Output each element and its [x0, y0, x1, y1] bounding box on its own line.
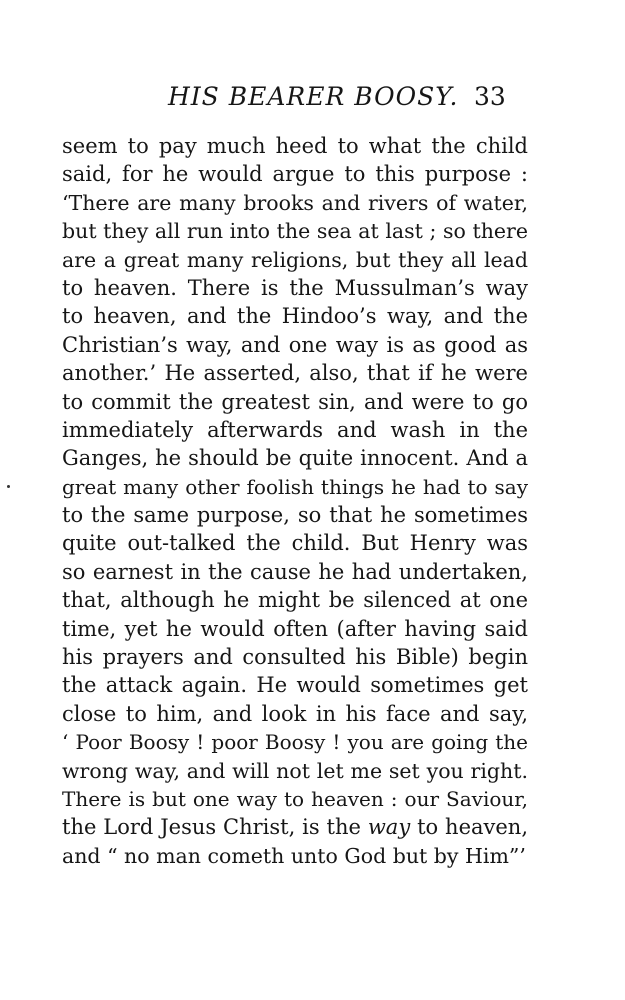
text-line: quite out-talked the child. But Henry was	[62, 531, 528, 556]
body-text	[62, 132, 528, 870]
text-line: Ganges, he should be quite innocent. And a	[62, 446, 528, 471]
text-line: time, yet he would often (after having said	[62, 616, 528, 641]
text-line: seem to pay much heed to what the child	[62, 134, 528, 158]
text-line: said, for he would argue to this purpose :	[62, 162, 528, 187]
text-line: ‘There are many brooks and rivers of water,	[62, 190, 528, 215]
text-line-emphasis	[62, 813, 528, 841]
running-title: HIS BEARER BOOSY.	[168, 82, 459, 111]
text-line: to commit the greatest sin, and were to go	[62, 389, 528, 414]
text-line: great many other foolish things he had to say	[62, 474, 528, 499]
text-line: to the same purpose, so that he sometimes	[62, 503, 528, 528]
text-line: so earnest in the cause he had undertaken,	[62, 559, 528, 584]
text-line: his prayers and consulted his Bible) begin	[62, 645, 528, 670]
text-line: There is but one way to heaven : our Saviour,	[62, 786, 528, 811]
page-number: 33	[474, 82, 506, 111]
text-line: another.’ He asserted, also, that if he were	[62, 361, 528, 386]
text-line: that, although he might be silenced at one	[62, 588, 528, 613]
running-head	[0, 82, 625, 116]
text-line: to heaven, and the Hindoo’s way, and the	[62, 304, 528, 329]
text-line: to heaven. There is the Mussulman’s way	[62, 275, 528, 300]
text-line: close to him, and look in his face and say,	[62, 701, 528, 726]
text-line-final: and “ no man cometh unto God but by Him”’	[62, 843, 526, 868]
text-line: wrong way, and will not let me set you right.	[62, 758, 528, 783]
text-line: ‘ Poor Boosy ! poor Boosy ! you are going the	[62, 730, 528, 755]
line-segment: the Lord Jesus Christ, is the	[62, 815, 368, 840]
text-line: the attack again. He would sometimes get	[62, 673, 528, 698]
text-line: immediately afterwards and wash in the	[62, 417, 528, 442]
italic-word: way	[367, 815, 411, 840]
text-line: but they all run into the sea at last ; so there	[62, 219, 528, 244]
paper-speck	[7, 485, 10, 488]
text-line: are a great many religions, but they all lead	[62, 247, 528, 272]
line-segment: to heaven,	[410, 815, 529, 840]
text-line: Christian’s way, and one way is as good as	[62, 332, 528, 357]
